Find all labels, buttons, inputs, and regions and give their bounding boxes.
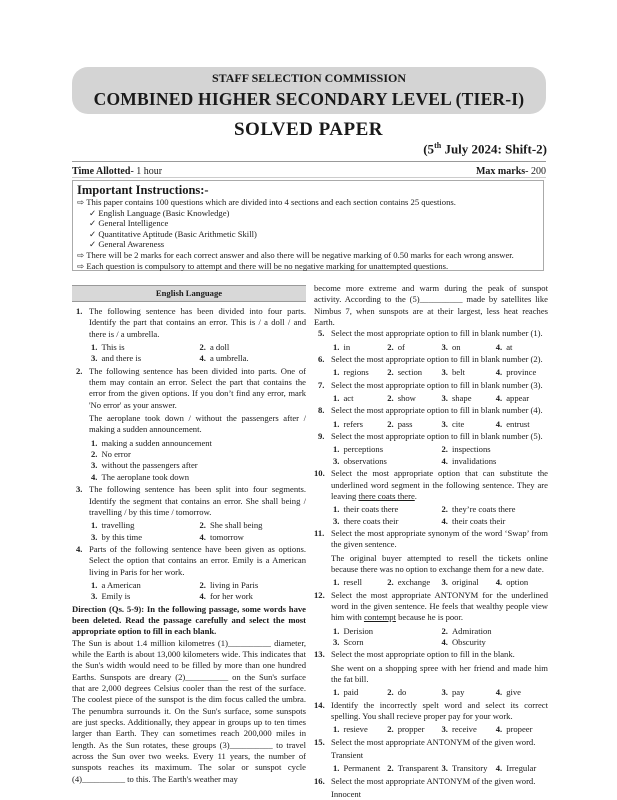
option-number: 2. [199,520,206,531]
option-1 [331,342,385,353]
option-text: Derision [343,625,374,636]
question-text [331,405,548,416]
option-number: 1. [333,393,340,404]
option-text: their coats their [451,515,506,526]
option-1 [331,687,385,698]
option-1 [331,724,385,735]
underlined-segment: there coats there [358,490,415,501]
options-list [331,763,548,774]
exam-meta [72,166,546,177]
option-1 [331,504,440,515]
option-text: on [451,341,461,352]
option-text: a umbrella. [209,353,249,364]
question-passage: The aeroplane took down / without the passengers after / making a sudden announcement. [89,413,306,435]
instruction-item: ✓ Quantitative Aptitude (Basic Arithmetic Skill) [89,228,257,239]
question-number: 1. [76,306,83,316]
option-number: 4. [495,724,503,735]
option-number: 2. [199,342,206,353]
option-number: 4. [495,393,503,404]
options-list [89,580,306,603]
question-number: 3. [76,484,83,495]
date-day: (5 [423,141,435,157]
question-number: 8. [318,405,325,416]
option-number: 1. [333,625,340,636]
option-2 [440,504,549,515]
option-number: 1. [333,577,340,588]
question-number: 16. [314,775,325,786]
date-rest: July 2024: Shift-2) [441,141,547,157]
option-1 [331,367,385,378]
question [72,544,306,603]
option-2 [440,444,549,455]
question-number: 15. [314,736,325,747]
option-text: resell [343,577,363,588]
question-text [331,431,548,442]
option-number: 4. [495,418,503,429]
option-number: 2. [441,625,448,636]
question-passage: She went on a shopping spree with her friend and made him the fat bill. [331,662,548,684]
option-1 [331,577,385,588]
passage-text: The Sun is about 1.4 million kilometres (1)__________ diameter, while the Earth is about 13,000 kilometers wide. This indicates that the Sun's width would need to be filled by more than one hundred Earths. Sunspots are dreary (2)__________ on the Sun's surface that are 2,000 degrees Celsius cooler than the rest of the surface. The coolest piece of the sunspot is the dim focus called the umbra. The penumbra surrounds it. On the Sun's surface, some sunspots are just specks. Additionally, they appear in groups up to ten times larger than Earth. They can sometimes reach 200,000 miles in length. As the Sun rotates, these groups (3)__________ to travel across the Sun over two weeks. Every 11 years, the number of sunspots reaches its maximum. The solar or sunspot cycle (4)__________ to this. The Earth's weather may [72,637,306,784]
question-number: 5. [318,328,325,339]
option-number: 2. [441,504,448,515]
option-number: 2. [199,579,206,590]
option-text: for her work [209,591,253,602]
question-stem: Select the most appropriate option that can substitute the underlined word segment in the following sentence. They are leaving [331,468,548,501]
option-3 [331,456,440,467]
option-text: a American [101,579,141,590]
question-stem: Select the most appropriate option to fill in blank number (3). [331,379,543,390]
option-4 [89,472,306,483]
option-text: Admiration [451,625,492,636]
exam-date [423,141,547,157]
option-2 [440,626,549,637]
marks-value: - 200 [525,166,546,177]
option-number: 3. [91,353,98,364]
option-text: Obscurity [451,636,486,647]
question [72,484,306,543]
option-number: 1. [333,687,340,698]
option-text: of [397,341,405,352]
option-text: pay [451,687,465,698]
question-stem-end: . [414,490,417,501]
question [72,366,306,483]
question-stem: Select the most appropriate ANTONYM of the given word. [331,775,536,786]
question-stem: The following sentence has been divided into parts. One of them may contain an error. Select the part that contains the error from the given options. If you don’t find any error, mark 'No error' as your answer. [89,365,306,410]
option-3 [331,516,440,527]
option-4 [494,393,548,404]
option-1 [331,444,440,455]
date-suffix: th [434,141,442,150]
option-text: Transitory [451,763,488,774]
question-passage: The original buyer attempted to resell the tickets online because there was no option to exchange them for a new date. [331,552,548,574]
options-list [89,438,306,483]
option-text: The aeroplane took down [101,471,190,482]
question-text [331,590,548,624]
option-4 [494,419,548,430]
question-number: 11. [314,527,325,538]
option-number: 4. [199,591,206,602]
divider [72,161,546,162]
option-text: and there is [101,353,142,364]
question [72,306,306,365]
question [314,528,548,589]
question-text [89,366,306,411]
option-2 [385,367,439,378]
option-2 [198,342,307,353]
option-text: This is [101,342,125,353]
option-text: act [343,393,354,404]
page-title: SOLVED PAPER [233,119,384,140]
option-number: 4. [441,515,448,526]
question-stem: Select the most appropriate option to fill in blank number (4). [331,405,543,416]
question-number: 13. [314,649,325,660]
option-number: 3. [441,393,448,404]
option-1 [331,393,385,404]
option-text: a doll [209,342,230,353]
question-text [331,468,548,502]
question [314,431,548,467]
option-3 [89,460,306,471]
option-4 [198,353,307,364]
option-2 [89,449,306,460]
question-text [331,354,548,365]
option-number: 1. [333,418,340,429]
right-column [314,283,548,800]
option-number: 4. [495,341,503,352]
question-text [331,380,548,391]
option-number: 1. [91,520,98,531]
options-list [331,342,548,353]
question [314,468,548,527]
option-number: 4. [441,455,448,466]
option-text: inspections [451,444,491,455]
option-2 [385,577,439,588]
option-1 [89,520,198,531]
exam-name: COMBINED HIGHER SECONDARY LEVEL (TIER-I) [93,89,525,109]
option-text: Emily is [101,591,131,602]
option-number: 1. [91,342,98,353]
question-stem: Identify the incorrectly spelt word and select its correct spelling. You shall recieve proper pay for your work. [331,699,548,722]
option-2 [198,520,307,531]
option-4 [440,456,549,467]
option-number: 4. [495,577,503,588]
question-stem: Parts of the following sentence have been given as options. Select the option that contains an error. Emily is a American living in Paris for her work. [89,543,306,577]
underlined-segment: contempt [363,612,396,623]
question-number: 12. [314,589,325,600]
option-4 [494,724,548,735]
option-3 [331,637,440,648]
question-text [331,737,548,748]
option-2 [198,580,307,591]
option-number: 3. [333,455,340,466]
option-1 [89,438,306,449]
question [314,590,548,649]
options-list [331,393,548,404]
instruction-item: ⇨ This paper contains 100 questions which are divided into 4 sections and each section contains 25 questions. [77,197,456,207]
direction-text: Direction (Qs. 5-9): In the following passage, some words have been deleted. Read the passage carefully and select the most appropriate option to fill in each blank. [72,603,306,637]
option-text: receive [451,724,477,735]
commission-name: STAFF SELECTION COMMISSION [211,71,407,85]
option-text: Scorn [343,636,364,647]
option-4 [494,367,548,378]
option-text: belt [451,367,465,378]
option-text: observations [343,455,387,466]
instruction-item: ⇨ There will be 2 marks for each correct answer and also there will be negative marking of 0.50 marks for each wrong answer. [77,249,514,260]
option-1 [89,342,198,353]
option-text: making a sudden announcement [101,437,212,448]
question-text [89,306,306,340]
option-2 [385,687,439,698]
options-list [331,504,548,527]
option-text: at [506,341,513,352]
option-text: option [506,577,529,588]
option-1 [89,580,198,591]
option-number: 2. [91,449,98,460]
question-stem: The following sentence has been split into four segments. Identify the segment that contains an error. She shall being / travelling / by this time / tomorrow. [89,484,306,517]
question [314,328,548,353]
options-list [331,577,548,588]
option-number: 1. [91,437,98,448]
option-text: shape [451,393,472,404]
option-1 [331,626,440,637]
question-stem: Select the most appropriate option to fill in the blank. [331,649,515,660]
option-text: regions [343,367,369,378]
option-2 [385,763,439,774]
option-number: 3. [441,418,448,429]
option-number: 2. [387,393,394,404]
question [314,649,548,698]
option-4 [440,637,549,648]
option-3 [440,687,494,698]
question-text [89,544,306,578]
question-passage: Innocent [331,789,362,800]
option-number: 1. [333,763,340,774]
option-number: 3. [441,763,448,774]
option-text: they’re coats there [451,504,516,515]
option-text: travelling [101,520,135,531]
option-text: refers [343,418,364,429]
option-number: 3. [91,460,98,471]
question-text [331,328,548,339]
option-text: exchange [397,577,431,588]
option-3 [440,367,494,378]
question-number: 4. [76,543,83,554]
instructions-title: Important Instructions:- [77,183,209,197]
option-number: 2. [387,418,394,429]
option-number: 2. [387,763,394,774]
question-number: 14. [314,699,325,710]
options-list [89,520,306,543]
option-4 [440,516,549,527]
option-text: give [506,687,521,698]
section-heading: English Language [72,285,306,302]
option-3 [89,353,198,364]
question-passage: Transient [331,750,364,761]
question-text [331,700,548,723]
options-list [331,367,548,378]
instruction-item: ⇨ Each question is compulsory to attempt and there will be no negative marking for unattempted questions. [77,260,449,271]
option-number: 2. [441,444,448,455]
option-text: appear [506,393,530,404]
question-text [89,484,306,518]
option-4 [494,577,548,588]
option-3 [440,763,494,774]
option-text: section [397,367,423,378]
option-text: Transparent [397,763,439,774]
option-number: 2. [387,577,394,588]
option-number: 3. [441,341,448,352]
option-text: No error [101,449,131,460]
option-text: She shall being [209,520,263,531]
question-number: 9. [318,431,325,442]
options-list [331,419,548,430]
option-number: 3. [441,687,448,698]
question [314,737,548,775]
question-text [331,649,548,660]
option-3 [440,393,494,404]
option-number: 4. [441,636,448,647]
option-number: 1. [333,341,340,352]
option-number: 3. [441,724,448,735]
option-3 [89,591,198,602]
option-number: 1. [333,367,340,378]
time-label: Time Allotted [72,166,131,177]
instructions-box [72,180,544,271]
option-text: original [451,577,479,588]
option-number: 3. [91,531,98,542]
question [314,405,548,430]
option-text: entrust [506,418,530,429]
passage-text: become more extreme and warm during the peak of sunspot activity. According to the (5)__________ made by satellites like Nimbus 7, when sunspots are at their largest, less heat reaches Earth. [314,283,548,328]
question-stem: Select the most appropriate option to fill in blank number (5). [331,431,543,442]
option-number: 3. [333,515,340,526]
option-number: 1. [333,444,340,455]
option-4 [494,342,548,353]
option-text: by this time [101,531,143,542]
option-number: 1. [91,579,98,590]
option-text: perceptions [343,444,384,455]
option-text: resieve [343,724,368,735]
option-text: cite [451,418,465,429]
question-stem: Select the most appropriate ANTONYM for the underlined word in the given sentence. He feels that wealthy people view him with [331,589,548,623]
options-list [89,342,306,365]
option-number: 1. [333,504,340,515]
question-text [331,776,548,787]
option-4 [494,687,548,698]
option-text: their coats there [343,504,399,515]
divider [72,177,546,178]
instruction-item: ✓ General Intelligence [89,218,169,229]
option-4 [198,532,307,543]
question [314,776,548,800]
question-text [331,528,548,551]
left-column [72,285,306,785]
option-number: 4. [495,687,503,698]
question-number: 7. [318,379,325,390]
option-number: 4. [199,531,206,542]
option-4 [494,763,548,774]
option-text: propeer [506,724,533,735]
question-number: 6. [318,354,325,365]
option-text: without the passengers after [101,460,198,471]
options-list [331,724,548,735]
question-number: 10. [314,468,325,479]
instruction-item: ✓ General Awareness [89,239,165,250]
question-stem: Select the most appropriate ANTONYM of the given word. [331,736,536,747]
option-number: 2. [387,367,394,378]
option-text: show [397,393,416,404]
option-text: tomorrow [209,531,244,542]
option-text: pass [397,418,413,429]
instruction-item: ✓ English Language (Basic Knowledge) [89,207,230,218]
option-2 [385,419,439,430]
option-number: 4. [91,471,98,482]
option-4 [198,591,307,602]
option-number: 2. [387,341,394,352]
options-list [331,626,548,649]
option-text: invalidations [451,455,497,466]
question [314,380,548,405]
question-number: 2. [76,365,83,376]
option-2 [385,724,439,735]
option-number: 2. [387,687,394,698]
option-text: province [506,367,537,378]
option-3 [440,724,494,735]
header-banner [72,67,546,114]
options-list [331,687,548,698]
question-stem: Select the most appropriate option to fill in blank number (1). [331,328,543,339]
options-list [331,444,548,467]
option-2 [385,393,439,404]
option-number: 4. [495,367,503,378]
option-1 [331,419,385,430]
option-number: 4. [495,763,503,774]
option-1 [331,763,385,774]
question [314,700,548,736]
option-3 [89,532,198,543]
option-number: 3. [333,636,340,647]
option-text: Permanent [343,763,381,774]
option-3 [440,577,494,588]
question-stem: Select the most appropriate synonym of the word ‘Swap’ from the given sentence. [331,527,548,550]
option-text: there coats their [343,515,399,526]
question [314,354,548,379]
option-text: in [343,341,351,352]
question-stem: Select the most appropriate option to fill in blank number (2). [331,354,543,365]
option-3 [440,342,494,353]
option-number: 3. [441,367,448,378]
option-3 [440,419,494,430]
option-text: propper [397,724,425,735]
option-number: 4. [199,353,206,364]
option-number: 3. [441,577,448,588]
option-text: living in Paris [209,579,259,590]
question-stem: The following sentence has been divided into four parts. Identify the part that contains an error. This is / a doll / and there is / a umbrella. [89,306,306,339]
question-stem-end: because he is poor. [395,612,463,623]
option-text: Irregular [506,763,537,774]
marks-label: Max marks [475,166,526,177]
option-number: 2. [387,724,394,735]
option-number: 3. [91,591,98,602]
option-text: paid [343,687,359,698]
option-text: do [397,687,407,698]
option-2 [385,342,439,353]
time-value: - 1 hour [130,166,163,177]
option-number: 1. [333,724,340,735]
